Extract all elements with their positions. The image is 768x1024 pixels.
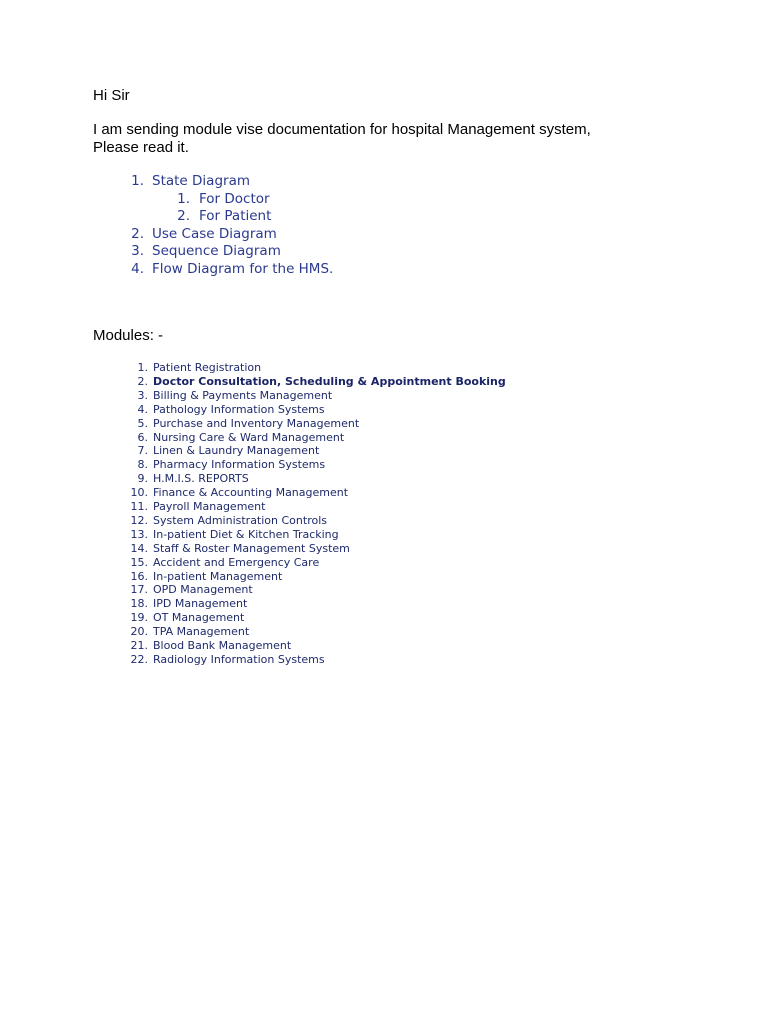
- module-label: Doctor Consultation, Scheduling & Appointment Booking: [153, 374, 506, 388]
- module-label: Payroll Management: [153, 500, 266, 513]
- module-label: Radiology Information Systems: [153, 652, 325, 666]
- module-label: Nursing Care & Ward Management: [153, 430, 345, 444]
- module-label: Finance & Accounting Management: [153, 486, 349, 500]
- module-label: OT Management: [153, 611, 245, 625]
- module-label: Staff & Roster Management System: [153, 541, 350, 555]
- module-label: Accident and Emergency Care: [153, 555, 320, 569]
- module-label: OPD Management: [153, 583, 253, 597]
- module-label: Pathology Information Systems: [153, 402, 325, 416]
- list-number: 2.: [131, 225, 144, 242]
- intro-line-1: I am sending module vise documentation for hospital Management system,: [93, 121, 591, 138]
- list-number: 8.: [137, 458, 148, 472]
- module-label: Patient Registration: [153, 361, 262, 374]
- module-label: TPA Management: [153, 625, 250, 639]
- list-label: Sequence Diagram: [152, 243, 281, 260]
- list-number: 12.: [130, 513, 148, 527]
- list-number: 1.: [131, 173, 144, 189]
- modules-heading: Modules: -: [93, 327, 164, 344]
- list-number: 9.: [137, 472, 148, 486]
- list-label: Flow Diagram for the HMS.: [152, 261, 334, 277]
- intro-line-2: Please read it.: [93, 139, 189, 156]
- module-label: IPD Management: [153, 597, 248, 611]
- module-label: Billing & Payments Management: [153, 388, 333, 402]
- module-label: Purchase and Inventory Management: [153, 416, 360, 430]
- list-number: 4.: [131, 261, 144, 277]
- list-number: 5.: [137, 416, 148, 430]
- greeting-text: Hi Sir: [93, 87, 130, 104]
- list-number: 13.: [130, 527, 148, 541]
- list-number: 22.: [130, 652, 148, 666]
- module-label: Blood Bank Management: [153, 639, 292, 652]
- list-label: For Patient: [199, 208, 272, 225]
- module-label: Linen & Laundry Management: [153, 444, 320, 458]
- list-label: Use Case Diagram: [152, 225, 277, 242]
- intro-paragraph: [93, 121, 733, 157]
- list-number: 7.: [137, 444, 148, 458]
- list-label: State Diagram: [152, 173, 250, 189]
- list-number: 18.: [130, 597, 148, 611]
- list-number: 6.: [137, 430, 148, 444]
- list-number: 1.: [177, 190, 190, 207]
- list-number: 16.: [130, 569, 148, 583]
- list-number: 2.: [177, 208, 190, 225]
- list-number: 4.: [137, 402, 148, 416]
- list-number: 10.: [130, 486, 148, 500]
- list-number: 2.: [137, 374, 148, 388]
- list-label: For Doctor: [199, 190, 270, 207]
- list-number: 21.: [130, 639, 148, 652]
- list-number: 3.: [131, 243, 144, 260]
- module-label: In-patient Diet & Kitchen Tracking: [153, 527, 339, 541]
- list-number: 20.: [130, 625, 148, 639]
- module-label: H.M.I.S. REPORTS: [153, 472, 249, 486]
- module-label: Pharmacy Information Systems: [153, 458, 326, 472]
- list-number: 14.: [130, 541, 148, 555]
- list-number: 11.: [130, 500, 148, 513]
- list-number: 3.: [137, 388, 148, 402]
- list-number: 15.: [130, 555, 148, 569]
- list-number: 17.: [130, 583, 148, 597]
- list-number: 1.: [137, 361, 148, 374]
- module-label: In-patient Management: [153, 569, 283, 583]
- module-label: System Administration Controls: [153, 513, 327, 527]
- list-number: 19.: [130, 611, 148, 625]
